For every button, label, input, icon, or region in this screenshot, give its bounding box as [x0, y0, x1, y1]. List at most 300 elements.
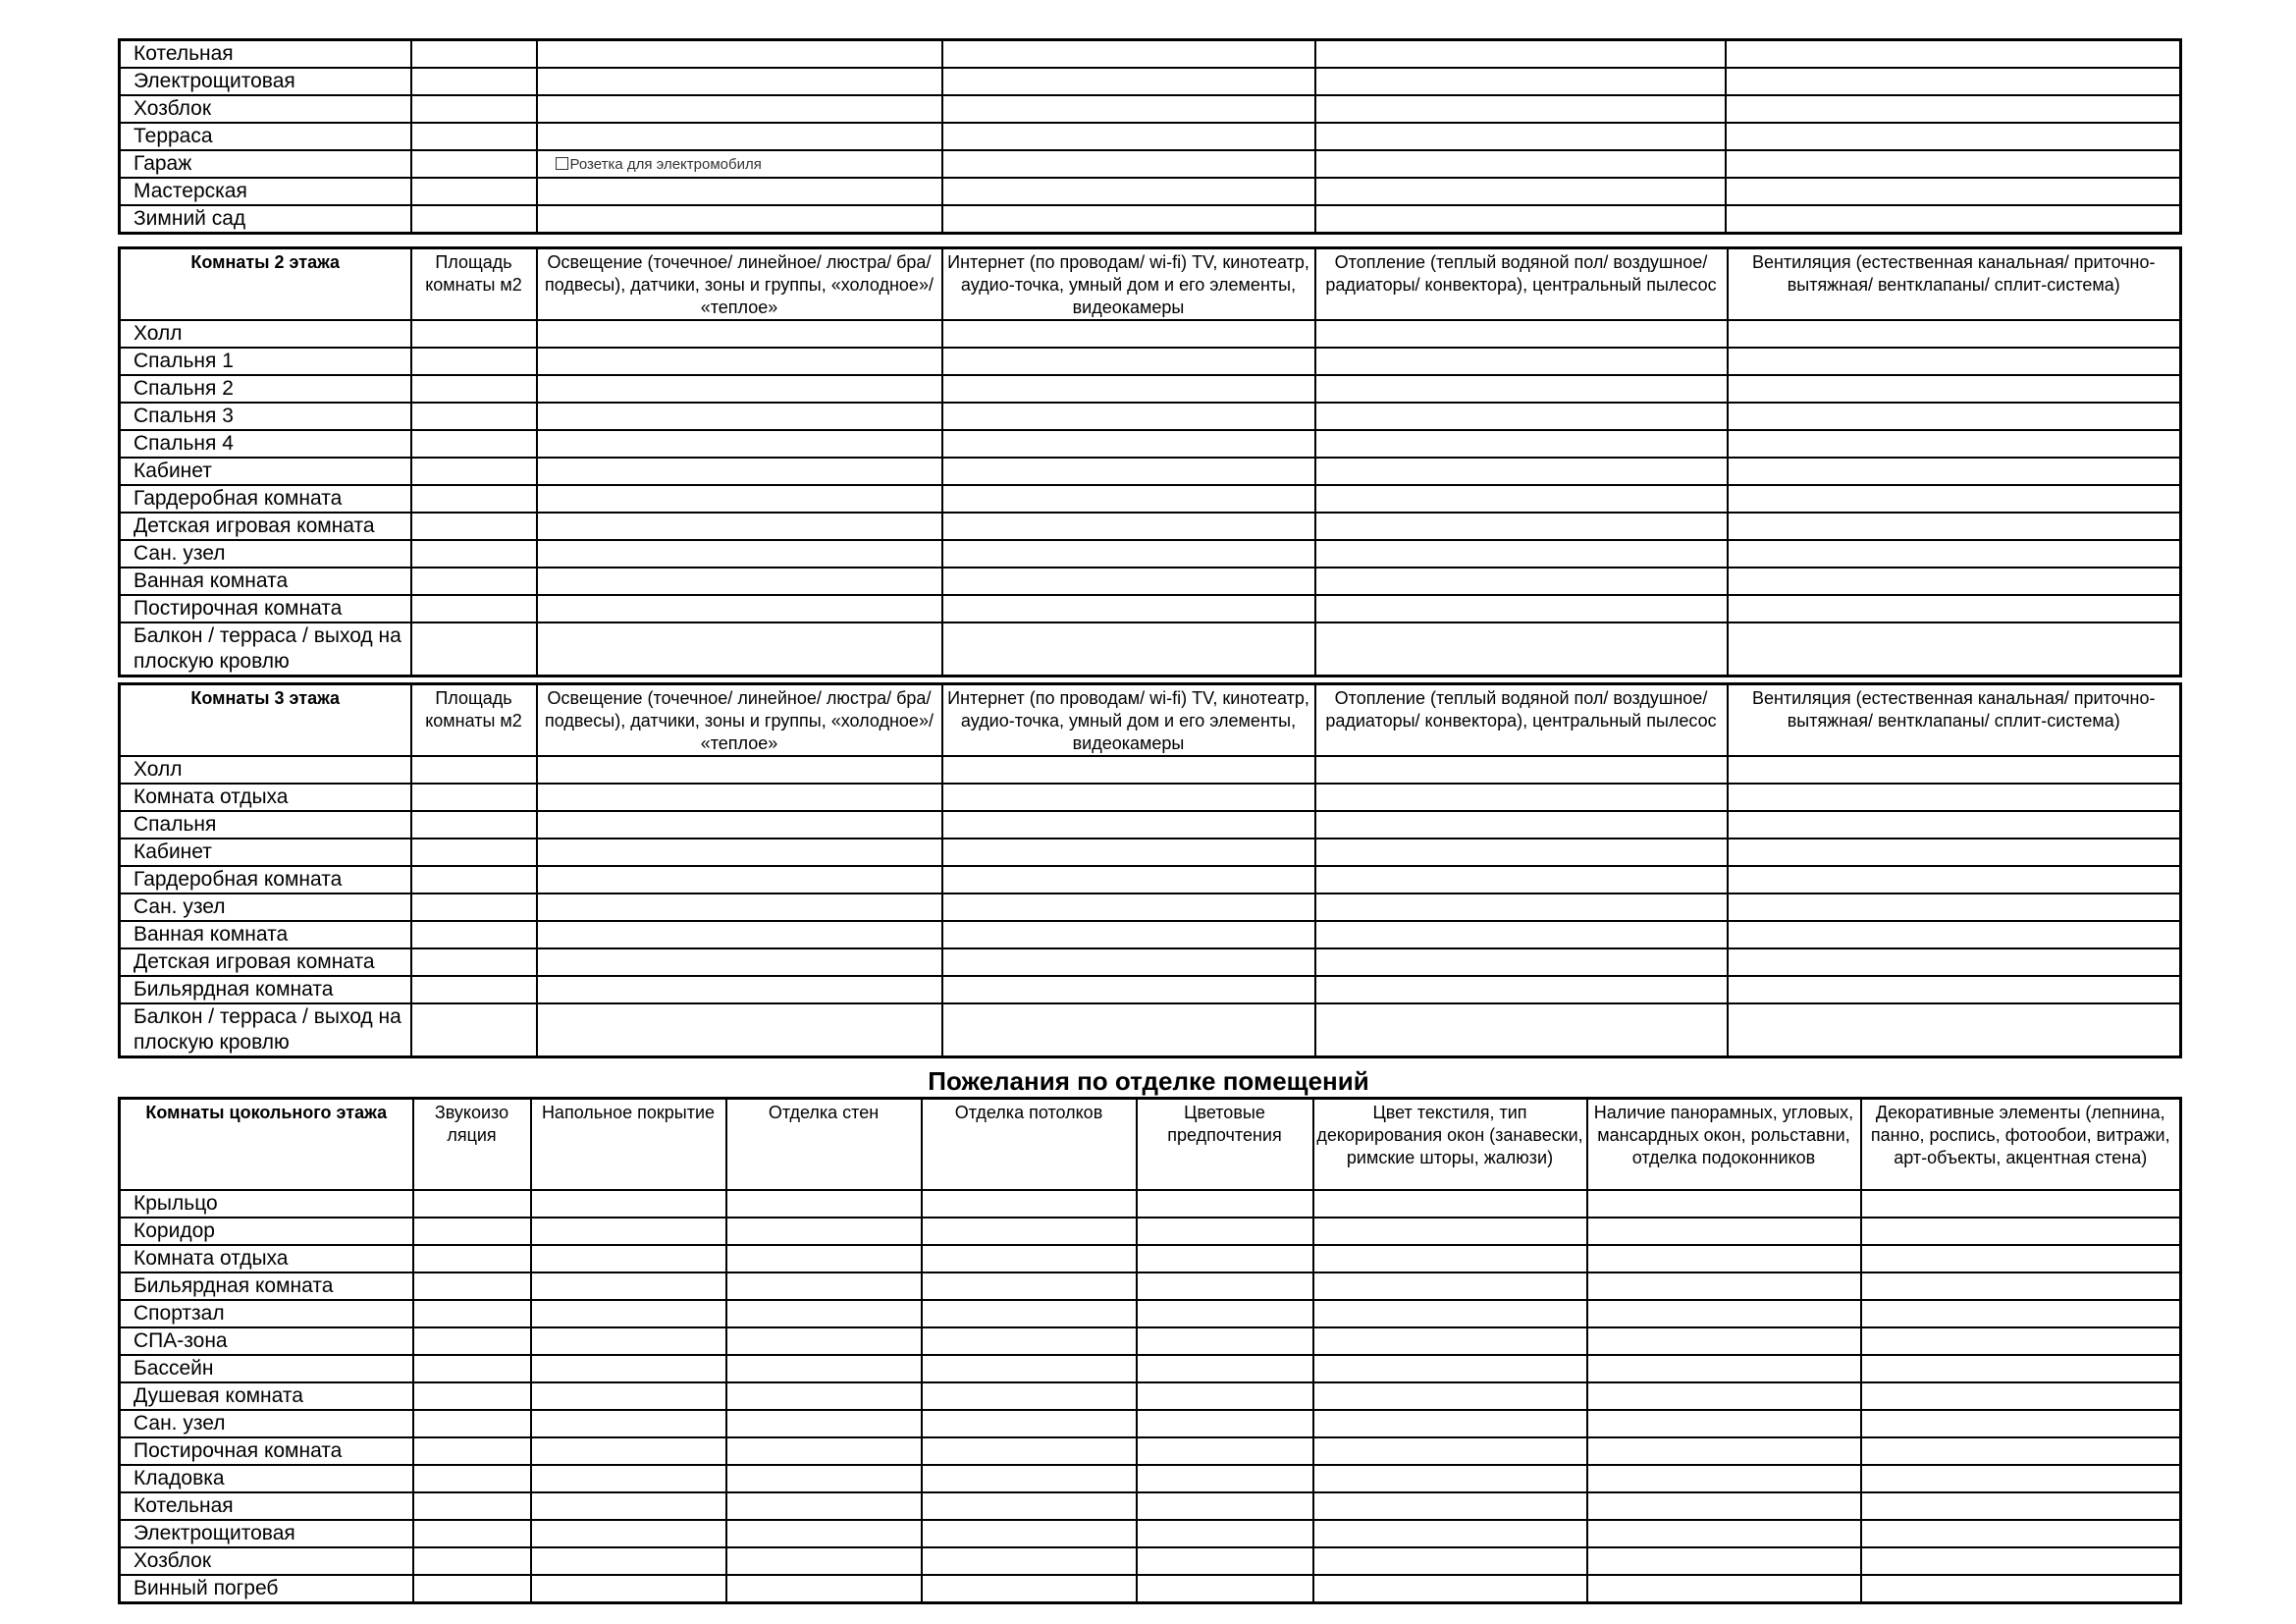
input-cell[interactable]	[1137, 1437, 1313, 1465]
input-cell[interactable]	[1313, 1547, 1587, 1575]
input-cell[interactable]	[726, 1575, 922, 1603]
input-cell[interactable]	[1315, 839, 1728, 866]
input-cell[interactable]	[411, 921, 537, 948]
input-cell[interactable]	[1587, 1465, 1861, 1492]
room-name: Спортзал	[120, 1300, 413, 1327]
input-cell[interactable]	[942, 348, 1315, 375]
room-name: Холл	[120, 756, 411, 784]
input-cell[interactable]	[411, 403, 537, 430]
input-cell[interactable]	[726, 1465, 922, 1492]
input-cell[interactable]	[1313, 1355, 1587, 1382]
input-cell[interactable]	[1728, 568, 2181, 595]
input-cell[interactable]	[1315, 205, 1726, 234]
input-cell[interactable]	[531, 1190, 726, 1218]
room-name: Котельная	[120, 1492, 413, 1520]
input-cell[interactable]	[1315, 178, 1726, 205]
input-cell[interactable]	[942, 430, 1315, 458]
input-cell[interactable]	[1587, 1410, 1861, 1437]
second-floor-table	[118, 246, 2182, 677]
input-cell[interactable]	[537, 1003, 942, 1057]
input-cell[interactable]	[942, 568, 1315, 595]
input-cell[interactable]	[1861, 1327, 2181, 1355]
input-cell[interactable]	[411, 811, 537, 839]
table-row	[120, 1410, 2181, 1437]
input-cell[interactable]	[726, 1218, 922, 1245]
input-cell[interactable]	[942, 756, 1315, 784]
input-cell[interactable]	[942, 485, 1315, 513]
room-name: Хозблок	[120, 95, 411, 123]
input-cell[interactable]	[1726, 150, 2181, 178]
table-row	[120, 1492, 2181, 1520]
input-cell[interactable]	[531, 1520, 726, 1547]
third-floor-table	[118, 682, 2182, 1058]
input-cell[interactable]	[922, 1327, 1137, 1355]
input-cell[interactable]	[1137, 1465, 1313, 1492]
input-cell[interactable]	[411, 68, 537, 95]
input-cell[interactable]	[1137, 1272, 1313, 1300]
input-cell[interactable]	[726, 1492, 922, 1520]
input-cell[interactable]	[1315, 921, 1728, 948]
input-cell[interactable]	[413, 1437, 531, 1465]
input-cell[interactable]	[1315, 403, 1728, 430]
input-cell[interactable]	[411, 205, 537, 234]
input-cell[interactable]	[942, 540, 1315, 568]
input-cell[interactable]	[537, 976, 942, 1003]
input-cell[interactable]	[537, 784, 942, 811]
input-cell[interactable]	[411, 595, 537, 623]
input-cell[interactable]	[1728, 320, 2181, 348]
input-cell[interactable]	[1315, 485, 1728, 513]
input-cell[interactable]	[942, 320, 1315, 348]
input-cell[interactable]	[1861, 1218, 2181, 1245]
input-cell[interactable]	[726, 1520, 922, 1547]
input-cell[interactable]	[537, 403, 942, 430]
input-cell[interactable]	[1728, 540, 2181, 568]
input-cell[interactable]	[411, 40, 537, 69]
input-cell[interactable]	[1861, 1410, 2181, 1437]
input-cell[interactable]	[1728, 1003, 2181, 1057]
input-cell[interactable]	[1861, 1300, 2181, 1327]
header-lighting: Освещение (точечное/ линейное/ люстра/ бра/ подвесы), датчики, зоны и группы, «холодное»/ «теплое»	[537, 684, 942, 757]
input-cell[interactable]	[411, 784, 537, 811]
input-cell[interactable]	[1728, 348, 2181, 375]
input-cell[interactable]	[942, 458, 1315, 485]
input-cell[interactable]	[942, 623, 1315, 677]
input-cell[interactable]	[537, 568, 942, 595]
input-cell[interactable]	[942, 811, 1315, 839]
input-cell[interactable]	[531, 1300, 726, 1327]
input-cell[interactable]	[537, 623, 942, 677]
input-cell[interactable]	[1587, 1437, 1861, 1465]
table-row	[120, 623, 2181, 677]
input-cell[interactable]	[922, 1492, 1137, 1520]
input-cell[interactable]	[537, 513, 942, 540]
input-cell[interactable]	[942, 839, 1315, 866]
input-cell[interactable]	[726, 1300, 922, 1327]
input-cell[interactable]	[1313, 1437, 1587, 1465]
table-row	[120, 485, 2181, 513]
input-cell[interactable]	[922, 1382, 1137, 1410]
input-cell[interactable]	[411, 756, 537, 784]
input-cell[interactable]	[1313, 1410, 1587, 1437]
input-cell[interactable]	[413, 1520, 531, 1547]
input-cell[interactable]	[1137, 1245, 1313, 1272]
input-cell[interactable]	[1313, 1245, 1587, 1272]
input-cell[interactable]	[922, 1410, 1137, 1437]
input-cell[interactable]	[413, 1547, 531, 1575]
input-cell[interactable]	[1313, 1382, 1587, 1410]
input-cell[interactable]	[726, 1547, 922, 1575]
input-cell[interactable]	[922, 1465, 1137, 1492]
room-name: Душевая комната	[120, 1382, 413, 1410]
input-cell[interactable]	[922, 1520, 1137, 1547]
input-cell[interactable]	[922, 1547, 1137, 1575]
input-cell[interactable]	[531, 1218, 726, 1245]
input-cell[interactable]	[1728, 513, 2181, 540]
input-cell[interactable]	[411, 348, 537, 375]
input-cell[interactable]	[411, 95, 537, 123]
input-cell[interactable]	[531, 1492, 726, 1520]
table-row	[120, 1575, 2181, 1603]
input-cell[interactable]	[1315, 568, 1728, 595]
input-cell[interactable]	[1313, 1327, 1587, 1355]
input-cell[interactable]	[1587, 1547, 1861, 1575]
input-cell[interactable]	[413, 1272, 531, 1300]
input-cell[interactable]	[1861, 1547, 2181, 1575]
input-cell[interactable]	[1726, 95, 2181, 123]
table-row	[120, 1218, 2181, 1245]
input-cell[interactable]	[1728, 485, 2181, 513]
input-cell[interactable]	[531, 1355, 726, 1382]
input-cell[interactable]	[1313, 1218, 1587, 1245]
room-name: Постирочная комната	[120, 595, 411, 623]
room-name: Электрощитовая	[120, 68, 411, 95]
input-cell[interactable]	[942, 866, 1315, 893]
input-cell[interactable]	[726, 1245, 922, 1272]
input-cell[interactable]	[942, 948, 1315, 976]
input-cell[interactable]	[411, 976, 537, 1003]
room-name: Хозблок	[120, 1547, 413, 1575]
input-cell[interactable]	[726, 1355, 922, 1382]
input-cell[interactable]	[922, 1575, 1137, 1603]
input-cell[interactable]	[411, 150, 537, 178]
input-cell[interactable]	[537, 458, 942, 485]
header-flooring: Напольное покрытие	[531, 1099, 726, 1190]
input-cell[interactable]	[1137, 1547, 1313, 1575]
input-cell[interactable]	[1137, 1327, 1313, 1355]
input-cell[interactable]	[942, 921, 1315, 948]
input-cell[interactable]	[726, 1410, 922, 1437]
input-cell[interactable]	[537, 866, 942, 893]
input-cell[interactable]	[1313, 1190, 1587, 1218]
input-cell[interactable]	[942, 976, 1315, 1003]
input-cell[interactable]	[411, 178, 537, 205]
input-cell[interactable]	[413, 1575, 531, 1603]
input-cell[interactable]	[942, 95, 1315, 123]
input-cell[interactable]	[411, 839, 537, 866]
input-cell[interactable]	[411, 458, 537, 485]
input-cell[interactable]	[537, 839, 942, 866]
input-cell[interactable]	[1315, 375, 1728, 403]
input-cell[interactable]	[537, 348, 942, 375]
input-cell[interactable]	[531, 1272, 726, 1300]
input-cell[interactable]	[1587, 1245, 1861, 1272]
input-cell[interactable]	[922, 1245, 1137, 1272]
input-cell[interactable]	[726, 1190, 922, 1218]
input-cell[interactable]	[1728, 623, 2181, 677]
input-cell[interactable]	[537, 756, 942, 784]
input-cell[interactable]	[411, 513, 537, 540]
input-cell[interactable]	[942, 595, 1315, 623]
input-cell[interactable]	[413, 1355, 531, 1382]
input-cell[interactable]	[1315, 320, 1728, 348]
input-cell[interactable]	[531, 1382, 726, 1410]
input-cell[interactable]	[922, 1437, 1137, 1465]
input-cell[interactable]	[922, 1300, 1137, 1327]
table-row	[120, 375, 2181, 403]
input-cell[interactable]	[1728, 893, 2181, 921]
input-cell[interactable]	[411, 123, 537, 150]
input-cell[interactable]	[942, 1003, 1315, 1057]
room-name: Детская игровая комната	[120, 513, 411, 540]
table-row	[120, 178, 2181, 205]
input-cell[interactable]	[1315, 811, 1728, 839]
input-cell[interactable]	[537, 68, 942, 95]
input-cell[interactable]	[1587, 1327, 1861, 1355]
input-cell[interactable]	[1315, 866, 1728, 893]
input-cell[interactable]	[1587, 1300, 1861, 1327]
input-cell[interactable]	[1728, 811, 2181, 839]
input-cell[interactable]	[1861, 1272, 2181, 1300]
input-cell[interactable]	[1137, 1492, 1313, 1520]
input-cell[interactable]	[411, 485, 537, 513]
input-cell[interactable]	[411, 948, 537, 976]
room-name: Бильярдная комната	[120, 1272, 413, 1300]
input-cell[interactable]	[1728, 866, 2181, 893]
input-cell[interactable]	[942, 68, 1315, 95]
input-cell[interactable]	[537, 540, 942, 568]
input-cell[interactable]	[413, 1300, 531, 1327]
input-cell[interactable]	[413, 1190, 531, 1218]
input-cell[interactable]	[413, 1218, 531, 1245]
input-cell[interactable]	[531, 1245, 726, 1272]
input-cell[interactable]	[1728, 921, 2181, 948]
input-cell[interactable]	[411, 430, 537, 458]
input-cell[interactable]	[1861, 1520, 2181, 1547]
input-cell[interactable]	[413, 1492, 531, 1520]
input-cell[interactable]	[1137, 1190, 1313, 1218]
input-cell[interactable]	[531, 1327, 726, 1355]
input-cell[interactable]	[1587, 1575, 1861, 1603]
header-soundproofing: Звукоизо ляция	[413, 1099, 531, 1190]
input-cell[interactable]	[1137, 1355, 1313, 1382]
input-cell[interactable]	[537, 320, 942, 348]
input-cell[interactable]	[1728, 430, 2181, 458]
input-cell[interactable]	[1587, 1492, 1861, 1520]
input-cell[interactable]	[537, 485, 942, 513]
checkbox-icon[interactable]	[556, 157, 568, 170]
input-cell[interactable]	[1315, 95, 1726, 123]
header-row	[120, 1099, 2181, 1190]
input-cell[interactable]	[537, 205, 942, 234]
input-cell[interactable]	[942, 123, 1315, 150]
input-cell[interactable]	[537, 40, 942, 69]
input-cell[interactable]	[537, 375, 942, 403]
input-cell[interactable]	[1313, 1575, 1587, 1603]
input-cell[interactable]	[411, 320, 537, 348]
input-cell[interactable]	[1728, 375, 2181, 403]
input-cell[interactable]	[942, 150, 1315, 178]
input-cell[interactable]	[1726, 68, 2181, 95]
input-cell[interactable]	[1313, 1300, 1587, 1327]
table-row	[120, 95, 2181, 123]
input-cell[interactable]	[537, 150, 942, 178]
input-cell[interactable]	[1137, 1410, 1313, 1437]
input-cell[interactable]	[1728, 458, 2181, 485]
input-cell[interactable]	[531, 1410, 726, 1437]
input-cell[interactable]	[1728, 403, 2181, 430]
input-cell[interactable]	[537, 811, 942, 839]
input-cell[interactable]	[1726, 40, 2181, 69]
input-cell[interactable]	[1587, 1190, 1861, 1218]
input-cell[interactable]	[1315, 1003, 1728, 1057]
input-cell[interactable]	[411, 866, 537, 893]
input-cell[interactable]	[1728, 756, 2181, 784]
input-cell[interactable]	[1315, 893, 1728, 921]
input-cell[interactable]	[413, 1245, 531, 1272]
header-ventilation: Вентиляция (естественная канальная/ приточно-вытяжная/ вентклапаны/ сплит-система)	[1728, 684, 2181, 757]
input-cell[interactable]	[1315, 68, 1726, 95]
input-cell[interactable]	[537, 921, 942, 948]
input-cell[interactable]	[1137, 1382, 1313, 1410]
input-cell[interactable]	[1726, 123, 2181, 150]
table-row	[120, 811, 2181, 839]
input-cell[interactable]	[1315, 458, 1728, 485]
input-cell[interactable]	[1313, 1465, 1587, 1492]
input-cell[interactable]	[411, 568, 537, 595]
input-cell[interactable]	[1315, 348, 1728, 375]
room-name: Спальня 4	[120, 430, 411, 458]
input-cell[interactable]	[537, 178, 942, 205]
input-cell[interactable]	[1861, 1245, 2181, 1272]
input-cell[interactable]	[531, 1437, 726, 1465]
input-cell[interactable]	[1861, 1190, 2181, 1218]
input-cell[interactable]	[1313, 1520, 1587, 1547]
input-cell[interactable]	[1315, 513, 1728, 540]
input-cell[interactable]	[531, 1575, 726, 1603]
input-cell[interactable]	[411, 623, 537, 677]
input-cell[interactable]	[411, 1003, 537, 1057]
input-cell[interactable]	[922, 1355, 1137, 1382]
input-cell[interactable]	[942, 178, 1315, 205]
input-cell[interactable]	[1861, 1437, 2181, 1465]
input-cell[interactable]	[1313, 1492, 1587, 1520]
input-cell[interactable]	[411, 893, 537, 921]
input-cell[interactable]	[1137, 1575, 1313, 1603]
input-cell[interactable]	[537, 123, 942, 150]
input-cell[interactable]	[537, 95, 942, 123]
input-cell[interactable]	[1587, 1382, 1861, 1410]
room-name: Бассейн	[120, 1355, 413, 1382]
input-cell[interactable]	[1137, 1218, 1313, 1245]
input-cell[interactable]	[1861, 1355, 2181, 1382]
input-cell[interactable]	[531, 1465, 726, 1492]
input-cell[interactable]	[1315, 123, 1726, 150]
input-cell[interactable]	[1728, 784, 2181, 811]
input-cell[interactable]	[942, 893, 1315, 921]
input-cell[interactable]	[1861, 1465, 2181, 1492]
input-cell[interactable]	[726, 1382, 922, 1410]
input-cell[interactable]	[1861, 1575, 2181, 1603]
input-cell[interactable]	[1315, 595, 1728, 623]
input-cell[interactable]	[942, 784, 1315, 811]
input-cell[interactable]	[413, 1410, 531, 1437]
room-name: Гардеробная комната	[120, 866, 411, 893]
header-heating: Отопление (теплый водяной пол/ воздушное/ радиаторы/ конвектора), центральный пылесос	[1315, 248, 1728, 321]
input-cell[interactable]	[726, 1327, 922, 1355]
input-cell[interactable]	[537, 948, 942, 976]
input-cell[interactable]	[1726, 205, 2181, 234]
input-cell[interactable]	[1315, 150, 1726, 178]
input-cell[interactable]	[1315, 430, 1728, 458]
input-cell[interactable]	[1587, 1272, 1861, 1300]
input-cell[interactable]	[1587, 1355, 1861, 1382]
input-cell[interactable]	[726, 1272, 922, 1300]
input-cell[interactable]	[1315, 40, 1726, 69]
input-cell[interactable]	[1587, 1520, 1861, 1547]
input-cell[interactable]	[1137, 1520, 1313, 1547]
input-cell[interactable]	[1315, 540, 1728, 568]
input-cell[interactable]	[726, 1437, 922, 1465]
input-cell[interactable]	[1726, 178, 2181, 205]
input-cell[interactable]	[1315, 623, 1728, 677]
room-name: Спальня 3	[120, 403, 411, 430]
input-cell[interactable]	[537, 430, 942, 458]
input-cell[interactable]	[942, 375, 1315, 403]
input-cell[interactable]	[1587, 1218, 1861, 1245]
input-cell[interactable]	[537, 893, 942, 921]
input-cell[interactable]	[1137, 1300, 1313, 1327]
input-cell[interactable]	[531, 1547, 726, 1575]
input-cell[interactable]	[1728, 948, 2181, 976]
input-cell[interactable]	[922, 1190, 1137, 1218]
input-cell[interactable]	[411, 375, 537, 403]
input-cell[interactable]	[537, 595, 942, 623]
input-cell[interactable]	[922, 1218, 1137, 1245]
input-cell[interactable]	[1315, 976, 1728, 1003]
input-cell[interactable]	[942, 403, 1315, 430]
input-cell[interactable]	[1315, 756, 1728, 784]
input-cell[interactable]	[1313, 1272, 1587, 1300]
input-cell[interactable]	[1728, 839, 2181, 866]
input-cell[interactable]	[942, 205, 1315, 234]
input-cell[interactable]	[1861, 1382, 2181, 1410]
input-cell[interactable]	[1315, 784, 1728, 811]
input-cell[interactable]	[1315, 948, 1728, 976]
input-cell[interactable]	[1861, 1492, 2181, 1520]
room-name: Детская игровая комната	[120, 948, 411, 976]
input-cell[interactable]	[1728, 595, 2181, 623]
input-cell[interactable]	[413, 1327, 531, 1355]
input-cell[interactable]	[922, 1272, 1137, 1300]
input-cell[interactable]	[942, 513, 1315, 540]
input-cell[interactable]	[411, 540, 537, 568]
input-cell[interactable]	[413, 1382, 531, 1410]
table-row	[120, 513, 2181, 540]
input-cell[interactable]	[1728, 976, 2181, 1003]
input-cell[interactable]	[942, 40, 1315, 69]
input-cell[interactable]	[413, 1465, 531, 1492]
